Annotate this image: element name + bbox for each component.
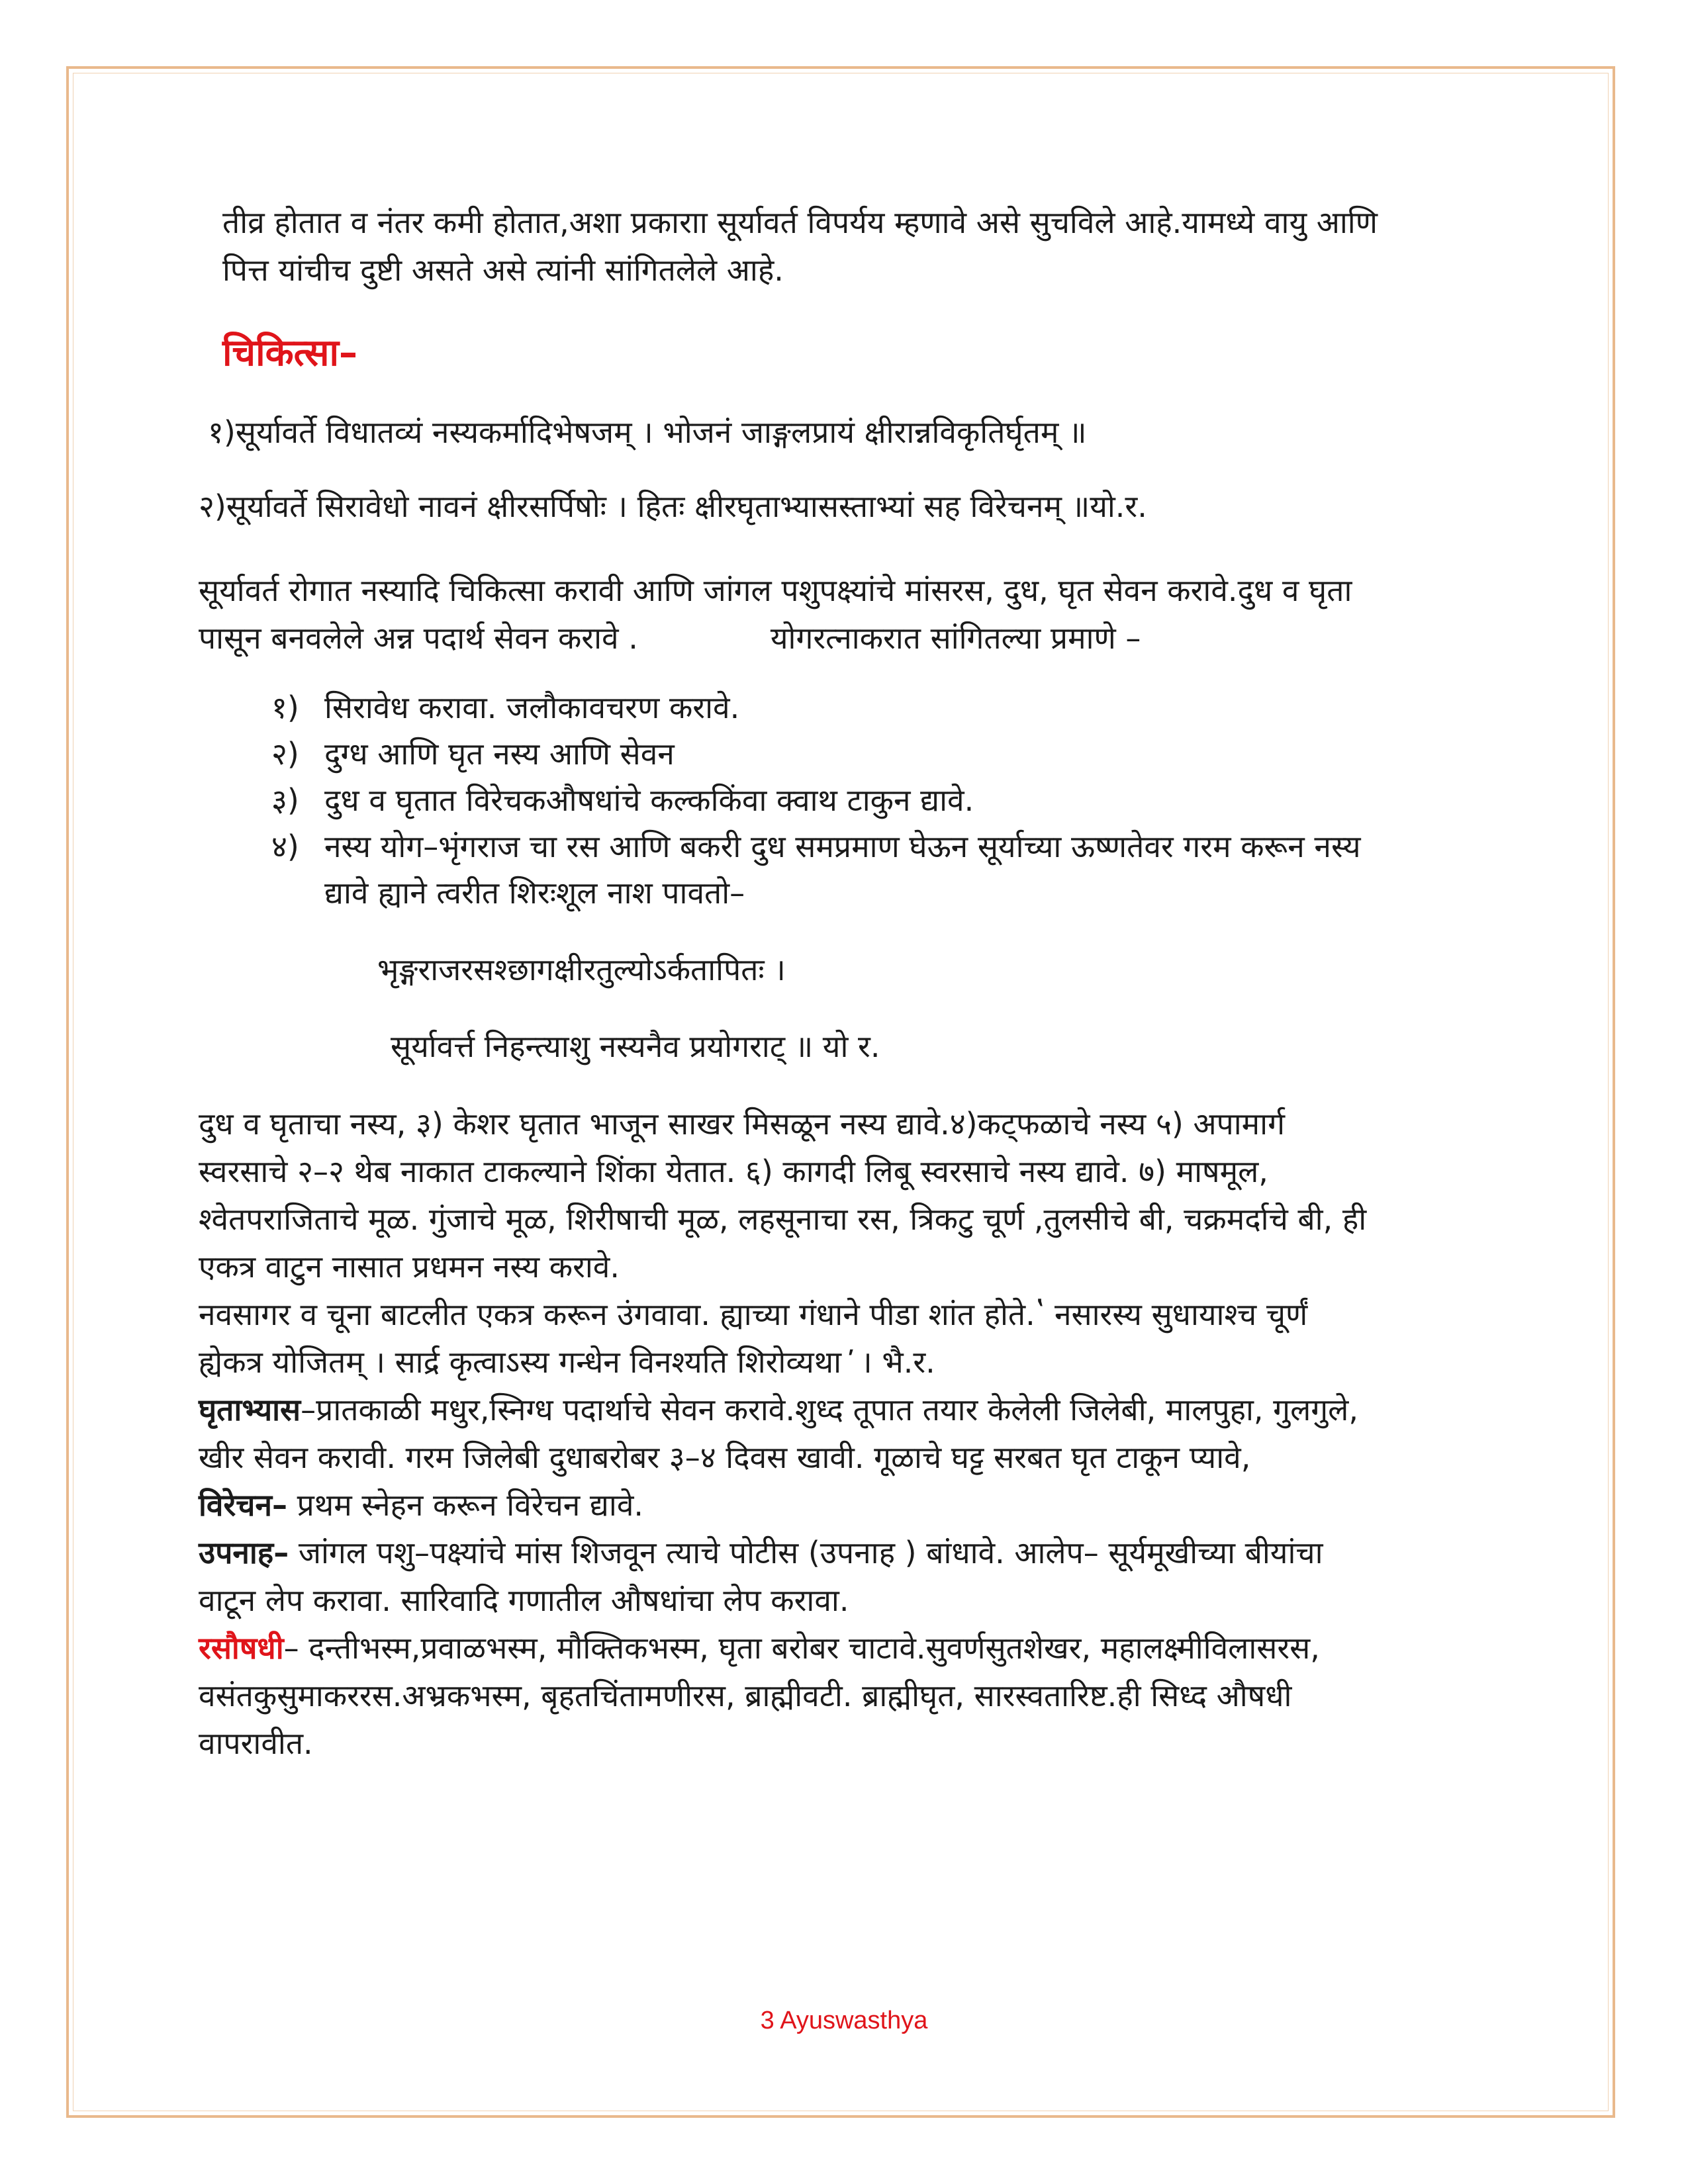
list-text-continuation: द्यावे ह्याने त्वरीत शिरःशूल नाश पावतो–	[324, 875, 745, 911]
rasaushadhi-line-1	[199, 1624, 1470, 1672]
list-number: ३)	[271, 782, 299, 818]
intro-line-1: तीव्र होतात व नंतर कमी होतात,अशा प्रकाराा सूर्यावर्त विपर्यय म्हणावे असे सुचविले आहे.यामध्ये वायु आणि	[222, 205, 1378, 240]
navsagar-paragraph	[199, 1291, 1470, 1386]
upanah-line-2: वाटून लेप करावा. सारिवादि गणातील औषधांचा लेप करावा.	[199, 1582, 849, 1618]
section-heading-chikitsa: चिकित्सा–	[222, 332, 357, 375]
nasya-line-2: स्वरसाचे २–२ थेब नाकात टाकल्याने शिंका येतात. ६) कागदी लिबू स्वरसाचे नस्य द्यावे. ७) माषमूल,	[199, 1154, 1268, 1189]
verse-block	[199, 410, 1470, 528]
virechan-text: प्रथम स्नेहन करून विरेचन द्यावे.	[287, 1487, 644, 1523]
list-number: १)	[271, 690, 299, 725]
rasaushadhi-term: रसौषधी	[199, 1630, 284, 1666]
treatment-line-2b: योगरत्नाकरात सांगितल्या प्रमाणे –	[770, 620, 1141, 656]
rasaushadhi-line-2: वसंतकुसुमाकररस.अभ्रकभस्म, बृहतचिंतामणीरस, ब्राह्मीवटी. ब्राह्मीघृत, सारस्वतारिष्ट.ही सिध्द औषधी	[199, 1678, 1292, 1713]
list-item	[199, 777, 1470, 823]
ghritabhyas-paragraph	[199, 1386, 1470, 1481]
virechan-paragraph	[199, 1481, 1470, 1529]
document-body	[199, 199, 1470, 1767]
treatment-line-1: सूर्यावर्त रोगात नस्यादि चिकित्सा करावी आणि जांगल पशुपक्ष्यांचे मांसरस, दुध, घृत सेवन करावे.दुध व घृता	[199, 572, 1352, 608]
rasaushadhi-paragraph	[199, 1624, 1470, 1767]
list-text: नस्य योग–भृंगराज चा रस आणि बकरी दुध समप्रमाण घेऊन सूर्याच्या ऊष्णतेवर गरम करून नस्य	[324, 829, 1361, 864]
ghritabhyas-term: घृताभ्यास	[199, 1392, 301, 1428]
rasaushadhi-line-3: वापरावीत.	[199, 1725, 313, 1761]
list-text: दुध व घृतात विरेचकऔषधांचे कल्ककिंवा क्वाथ टाकुन द्यावे.	[324, 782, 974, 818]
virechan-line	[199, 1481, 1470, 1529]
upanah-text: जांगल पशु–पक्ष्यांचे मांस शिजवून त्याचे पोटीस (उपनाह ) बांधावे. आलेप– सूर्यमूखीच्या बीयांचा	[289, 1535, 1323, 1570]
list-text: सिरावेध करावा. जलौकावचरण करावे.	[324, 690, 740, 725]
list-text: दुग्ध आणि घृत नस्य आणि सेवन	[324, 736, 675, 772]
ghritabhyas-line-1	[199, 1386, 1470, 1433]
list-number: २)	[271, 736, 299, 772]
sloka-line-2: सूर्यावर्त्त निहन्त्याशु नस्यनैव प्रयोगराट् ॥ यो र.	[391, 1028, 880, 1064]
navsagar-line-2: ह्येकत्र योजितम् । सार्द्र कृत्वाऽस्य गन्धेन विनश्यति शिरोव्यथा ̕ । भै.र.	[199, 1344, 935, 1380]
verse-1: १)सूर्यावर्ते विधातव्यं नस्यकर्मादिभेषजम् । भोजनं जाङ्गलप्रायं क्षीरान्नविकृतिर्घृतम् ॥	[208, 414, 1087, 450]
nasya-paragraph	[199, 1100, 1470, 1291]
nasya-line-1: दुध व घृताचा नस्य, ३) केशर घृतात भाजून साखर मिसळून नस्य द्यावे.४)कट्फळाचे नस्य ५) अपामार्ग	[199, 1106, 1285, 1142]
yogaratnakar-list	[199, 684, 1470, 916]
treatment-line-2	[199, 614, 1470, 662]
ghritabhyas-text: –प्रातकाळी मधुर,स्निग्ध पदार्थाचे सेवन करावे.शुध्द तूपात तयार केलेली जिलेबी, मालपुहा, गुलगुले,	[301, 1392, 1358, 1428]
sloka-block	[199, 946, 1470, 1069]
list-item	[199, 823, 1470, 870]
nasya-line-4: एकत्र वाटुन नासात प्रधमन नस्य करावे.	[199, 1249, 620, 1285]
list-item-continuation	[199, 870, 1470, 916]
sloka-line-1: भृङ्गराजरसश्छागक्षीरतुल्योऽर्कतापितः ।	[377, 952, 786, 987]
navsagar-line-1: नवसागर व चूना बाटलीत एकत्र करून उंगवावा. ह्याच्या गंधाने पीडा शांत होते.ʽ नसारस्य सुधायाश्च चूर्णं	[199, 1297, 1308, 1332]
upanah-term: उपनाह–	[199, 1535, 289, 1570]
list-item	[199, 684, 1470, 731]
list-number: ४)	[271, 829, 299, 864]
upanah-paragraph	[199, 1529, 1470, 1624]
list-item	[199, 731, 1470, 777]
upanah-line-1	[199, 1529, 1470, 1576]
nasya-line-3: श्वेतपराजिताचे मूळ. गुंजाचे मूळ, शिरीषाची मूळ, लहसूनाचा रस, त्रिकटु चूर्ण ,तुलसीचे बी, चक्रमर्दाचे बी, ही	[199, 1201, 1367, 1237]
intro-line-2: पित्त यांचीच दुष्टी असते असे त्यांनी सांगितलेले आहे.	[222, 252, 784, 288]
treatment-line-2a: पासून बनवलेले अन्न पदार्थ सेवन करावे .	[199, 620, 638, 656]
page-footer: 3 Ayuswasthya	[760, 2007, 928, 2034]
verse-2: २)सूर्यावर्ते सिरावेधो नावनं क्षीरसर्पिषोः । हितः क्षीरघृताभ्यासस्ताभ्यां सह विरेचनम् ॥यो.र.	[199, 488, 1147, 524]
intro-paragraph	[222, 199, 1470, 294]
treatment-paragraph	[199, 567, 1470, 662]
ghritabhyas-line-2: खीर सेवन करावी. गरम जिलेबी दुधाबरोबर ३–४ दिवस खावी. गूळाचे घट्ट सरबत घृत टाकून प्यावे,	[199, 1439, 1251, 1475]
virechan-term: विरेचन–	[199, 1487, 288, 1523]
rasaushadhi-text: – दन्तीभस्म,प्रवाळभस्म, मौक्तिकभस्म, घृता बरोबर चाटावे.सुवर्णसुतशेखर, महालक्ष्मीविलासरस,	[283, 1630, 1320, 1666]
